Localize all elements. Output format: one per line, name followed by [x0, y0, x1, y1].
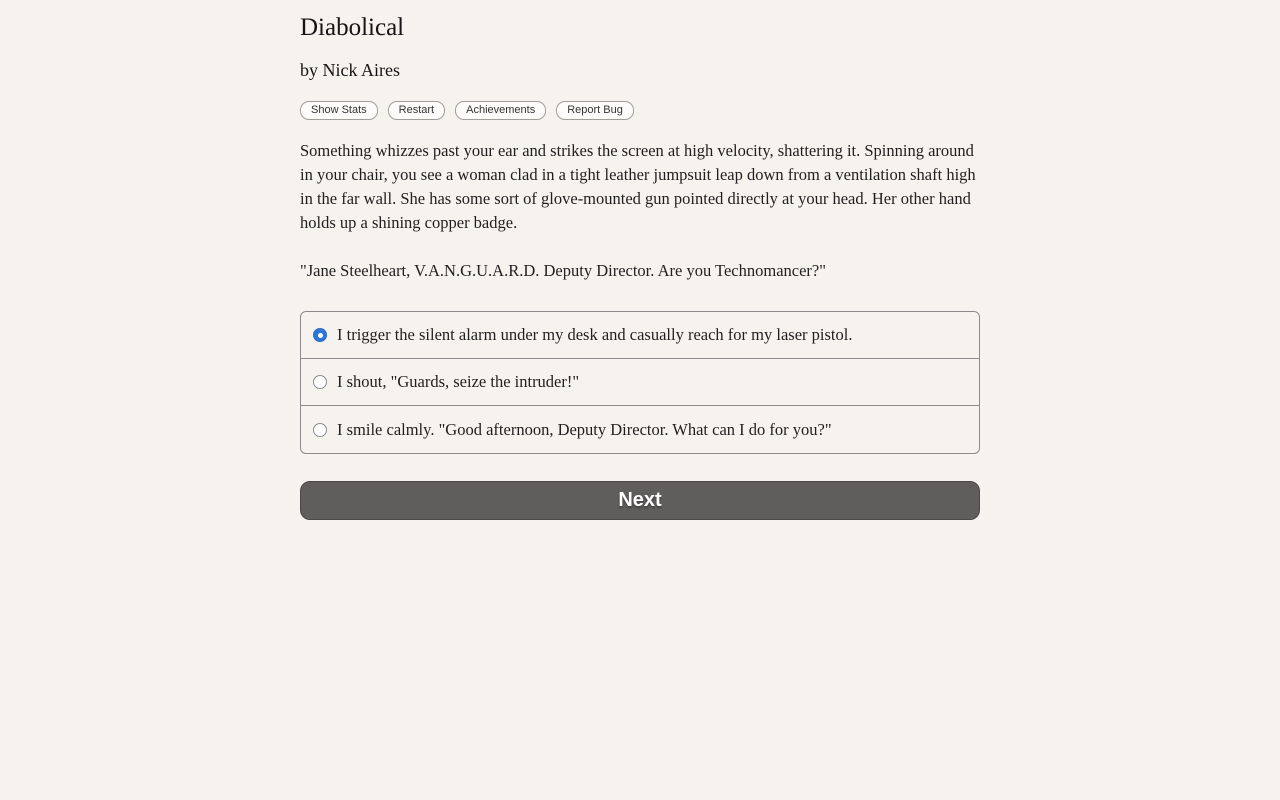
achievements-button[interactable]: Achievements — [455, 101, 546, 120]
choice-label-1: I trigger the silent alarm under my desk and casually reach for my laser pistol. — [337, 325, 853, 344]
choice-label-2: I shout, "Guards, seize the intruder!" — [337, 372, 580, 391]
story-text — [300, 139, 980, 283]
author-byline: by Nick Aires — [300, 60, 400, 80]
choice-list — [300, 311, 980, 454]
report-bug-button[interactable]: Report Bug — [556, 101, 634, 120]
page-title: Diabolical — [300, 14, 405, 41]
next-button[interactable]: Next — [300, 481, 980, 520]
menu-bar — [300, 101, 980, 120]
choice-option-1[interactable] — [301, 312, 979, 359]
choice-radio-2[interactable] — [313, 375, 327, 389]
game-page — [300, 0, 980, 520]
choice-radio-3[interactable] — [313, 423, 327, 437]
choice-option-2[interactable] — [301, 359, 979, 406]
choice-label-3: I smile calmly. "Good afternoon, Deputy Director. What can I do for you?" — [337, 419, 832, 439]
story-paragraph: Something whizzes past your ear and strikes the screen at high velocity, shattering it. Spinning around in your chair, you see a woman clad in a tight leather jumpsuit leap down from a ventilation shaft high in the far wall. She has some sort of glove-mounted gun pointed directly at your head. Her other hand holds up a shining copper badge. — [300, 141, 976, 232]
restart-button[interactable]: Restart — [388, 101, 445, 120]
story-dialogue: "Jane Steelheart, V.A.N.G.U.A.R.D. Deputy Director. Are you Technomancer?" — [300, 261, 826, 280]
choice-option-3[interactable] — [301, 406, 979, 453]
show-stats-button[interactable]: Show Stats — [300, 101, 378, 120]
choice-radio-1[interactable] — [313, 328, 327, 342]
